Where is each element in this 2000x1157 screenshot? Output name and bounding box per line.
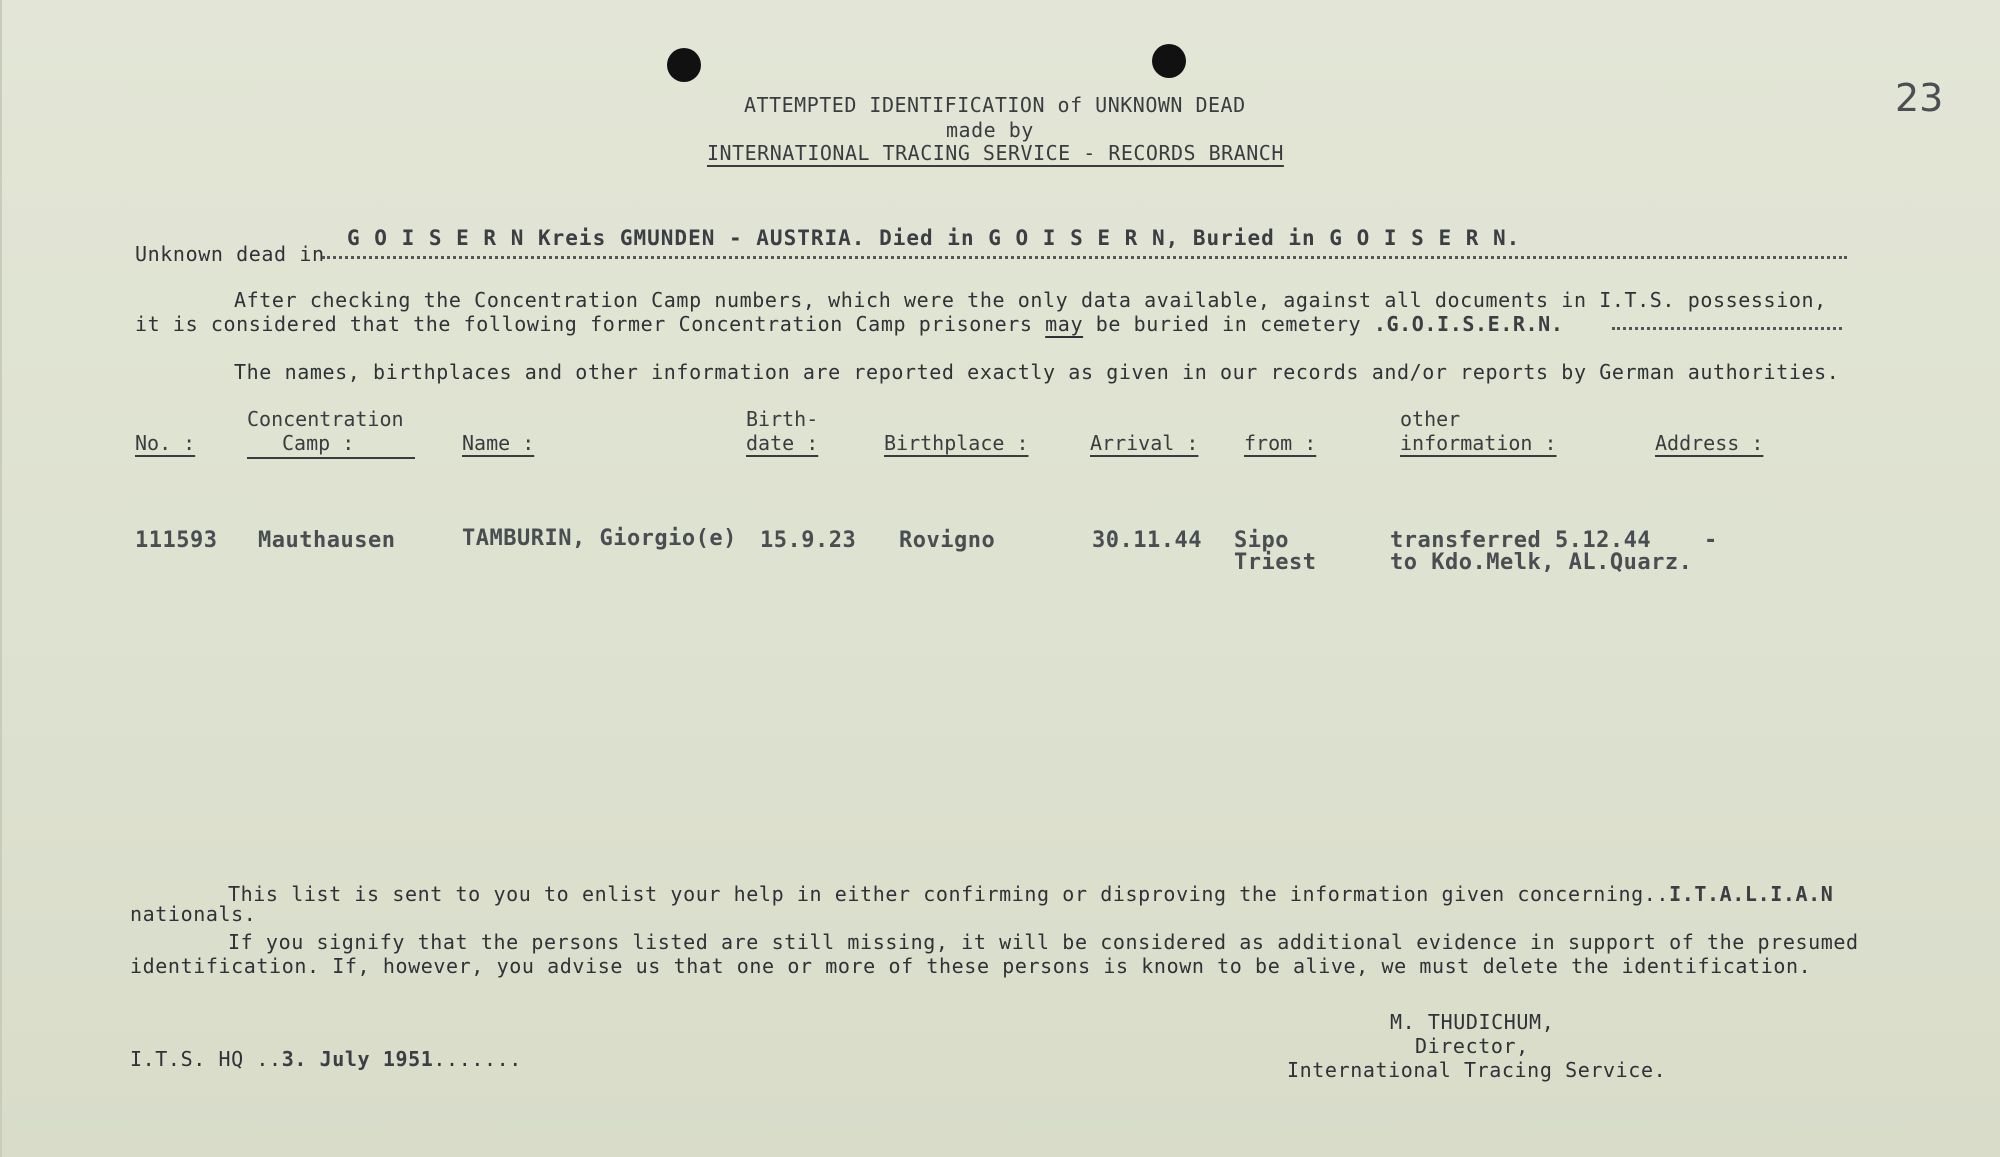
cell-arrival: 30.11.44 (1092, 528, 1202, 553)
col-birthplace (884, 431, 1029, 455)
cell-no: 111593 (135, 528, 218, 553)
cell-camp: Mauthausen (258, 528, 396, 553)
signature-org: International Tracing Service. (1287, 1058, 1667, 1082)
cemetery-name: .G.O.I.S.E.R.N. (1373, 312, 1564, 336)
unknown-dead-label: Unknown dead in (135, 242, 325, 266)
col-no-label: No. : (135, 431, 196, 455)
cemetery-dotted-line (1612, 323, 1842, 330)
header-title: ATTEMPTED IDENTIFICATION of UNKNOWN DEAD (744, 93, 1246, 117)
paragraph1-line1: After checking the Concentration Camp numbers, which were the only data available, against all documents in I.T.S. possession, (234, 288, 1827, 312)
col-other-top: other (1400, 407, 1461, 431)
date-label: I.T.S. HQ .. (130, 1047, 282, 1071)
paragraph1-emphasis: may (1045, 312, 1084, 336)
col-birthplace-label: Birthplace : (884, 431, 1029, 455)
footer-paragraph1-line2: nationals. (130, 902, 257, 926)
date-trail: ....... (433, 1047, 522, 1071)
footer-paragraph2-line1: If you signify that the persons listed are still missing, it will be considered as additional evidence in support of the presumed (228, 930, 1859, 954)
col-address (1655, 431, 1763, 455)
cell-name: TAMBURIN, Giorgio(e) (462, 526, 737, 551)
footer-paragraph1-text: This list is sent to you to enlist your help in either confirming or disproving the information given concerning.. (228, 882, 1670, 906)
unknown-dead-dotted-line (322, 250, 1847, 259)
col-arrival (1090, 431, 1198, 455)
col-name (462, 431, 534, 455)
col-name-label: Name : (462, 431, 535, 455)
col-birthdate-label: date : (746, 431, 819, 455)
unknown-dead-place: G O I S E R N Kreis GMUNDEN - AUSTRIA. Died in G O I S E R N, Buried in G O I S E R N. (347, 226, 1521, 250)
col-other-label: information : (1400, 431, 1557, 455)
date-line (130, 1047, 522, 1071)
signature-name: M. THUDICHUM, (1390, 1010, 1555, 1034)
col-from (1244, 431, 1316, 455)
cell-address: - (1704, 528, 1718, 553)
col-birthdate-top: Birth- (746, 407, 819, 431)
date-value: 3. July 1951 (281, 1047, 434, 1071)
nationality: I.T.A.L.I.A.N (1669, 882, 1834, 906)
col-camp (247, 431, 415, 459)
punch-hole-right (1152, 44, 1186, 78)
cell-from-line1: Sipo (1234, 528, 1289, 553)
col-arrival-label: Arrival : (1090, 431, 1199, 455)
col-address-label: Address : (1655, 431, 1764, 455)
paragraph2: The names, birthplaces and other information are reported exactly as given in our records and/or reports by German authorities. (234, 360, 1840, 384)
cell-birthdate: 15.9.23 (760, 528, 857, 553)
col-birthdate (746, 431, 818, 455)
punch-hole-left (667, 48, 701, 82)
paragraph1-line2-after: be buried in cemetery (1083, 312, 1374, 336)
col-other (1400, 431, 1557, 455)
footer-paragraph1-line1 (228, 882, 1833, 906)
signature-title: Director, (1415, 1034, 1529, 1058)
header-subtitle: made by (946, 118, 1034, 142)
cell-birthplace: Rovigno (899, 528, 996, 553)
header-org: INTERNATIONAL TRACING SERVICE - RECORDS BRANCH (707, 141, 1284, 165)
paragraph1-line2 (135, 312, 1563, 336)
cell-from-line2: Triest (1234, 550, 1317, 575)
col-camp-label: Camp : (282, 431, 355, 455)
col-camp-top: Concentration (247, 407, 404, 431)
paragraph1-line2-before: it is considered that the following former Concentration Camp prisoners (135, 312, 1046, 336)
cell-other-line2: to Kdo.Melk, AL.Quarz. (1390, 550, 1693, 575)
col-no (135, 431, 195, 455)
cell-other-line1: transferred 5.12.44 (1390, 528, 1652, 553)
footer-paragraph2-line2: identification. If, however, you advise us that one or more of these persons is known to be alive, we must delete the identification. (130, 954, 1812, 978)
page-number: 23 (1895, 76, 1944, 120)
col-from-label: from : (1244, 431, 1317, 455)
